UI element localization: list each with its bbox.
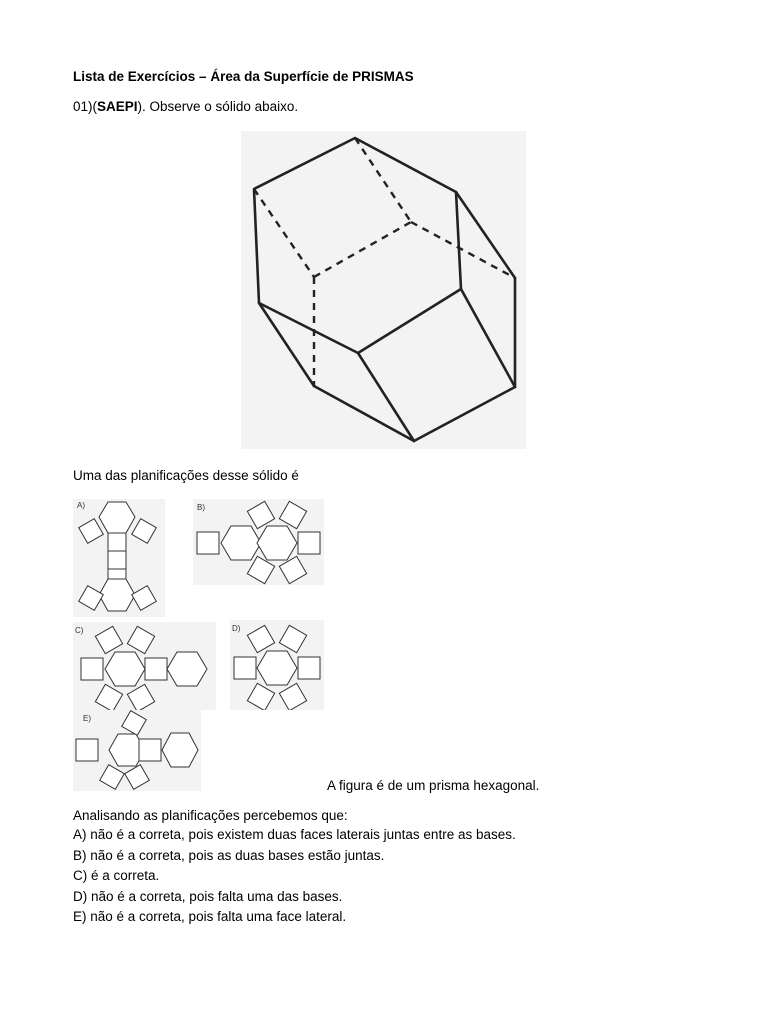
net-c-drawing bbox=[73, 622, 216, 710]
net-c bbox=[73, 622, 216, 710]
hexagonal-prism-drawing bbox=[241, 131, 526, 449]
question-source: SAEPI bbox=[97, 99, 138, 114]
page-title: Lista de Exercícios – Área da Superfície de PRISMAS bbox=[73, 69, 414, 84]
question-prompt: ). Observe o sólido abaixo. bbox=[137, 99, 299, 114]
question-number: 01)( bbox=[73, 99, 98, 114]
net-a-drawing bbox=[73, 499, 165, 617]
answer-c: C) é a correta. bbox=[73, 868, 160, 883]
net-b-drawing bbox=[193, 499, 324, 585]
net-d-drawing bbox=[230, 620, 324, 710]
answers-list bbox=[73, 827, 516, 930]
answer-d: D) não é a correta, pois falta uma das bases. bbox=[73, 888, 343, 904]
net-e-label: E) bbox=[83, 714, 91, 723]
net-e-drawing bbox=[73, 710, 201, 791]
net-e bbox=[73, 710, 201, 791]
prism-figure bbox=[241, 131, 526, 449]
analysis-intro: Analisando as planificações percebemos que: bbox=[73, 808, 348, 823]
net-a-label: A) bbox=[77, 501, 85, 510]
net-d-label: D) bbox=[232, 624, 241, 633]
net-a bbox=[73, 499, 165, 617]
net-b-label: B) bbox=[197, 503, 205, 512]
answer-b: B) não é a correta, pois as duas bases estão juntas. bbox=[73, 847, 385, 863]
net-c-label: C) bbox=[75, 626, 84, 635]
answer-e: E) não é a correta, pois falta uma face lateral. bbox=[73, 909, 347, 924]
net-b bbox=[193, 499, 324, 585]
answer-a: A) não é a correta, pois existem duas faces laterais juntas entre as bases. bbox=[73, 827, 516, 842]
figure-note: A figura é de um prisma hexagonal. bbox=[327, 778, 540, 793]
sub-prompt: Uma das planificações desse sólido é bbox=[73, 468, 299, 483]
net-d bbox=[230, 620, 324, 710]
question-line bbox=[73, 99, 298, 115]
